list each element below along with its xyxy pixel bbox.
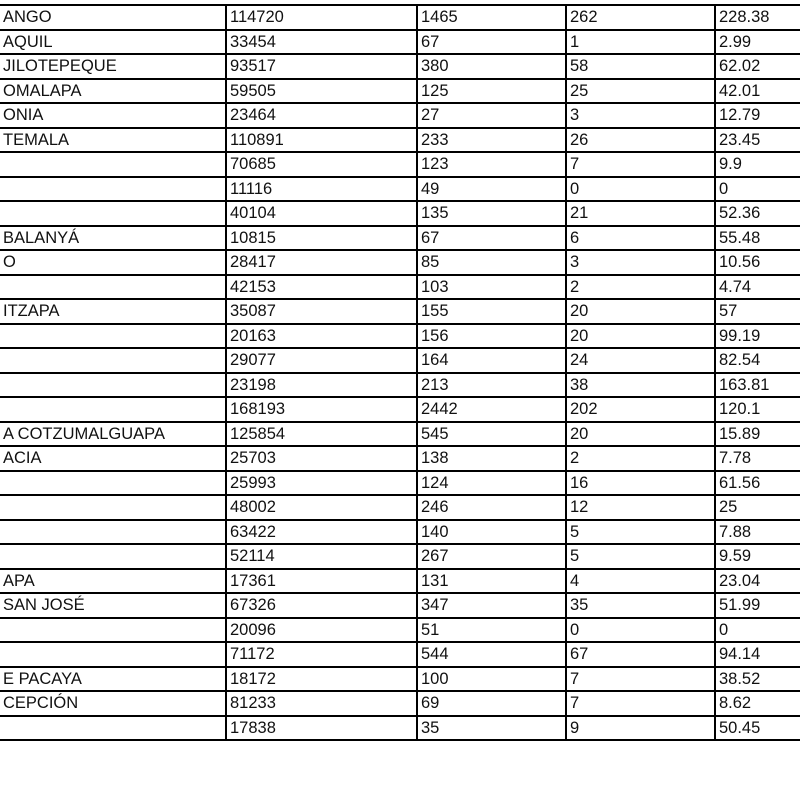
cell-cases: 49 bbox=[417, 177, 566, 202]
cell-rate: 12.79 bbox=[715, 103, 800, 128]
cell-name bbox=[0, 544, 226, 569]
cell-cases: 213 bbox=[417, 373, 566, 398]
table-row bbox=[0, 177, 800, 202]
cell-name: ITZAPA bbox=[0, 299, 226, 324]
cell-name bbox=[0, 373, 226, 398]
cell-cases: 138 bbox=[417, 446, 566, 471]
cell-name: ACIA bbox=[0, 446, 226, 471]
cell-cases: 123 bbox=[417, 152, 566, 177]
cell-deaths: 2 bbox=[566, 275, 715, 300]
cell-cases: 51 bbox=[417, 618, 566, 643]
cell-cases: 67 bbox=[417, 226, 566, 251]
table-row bbox=[0, 569, 800, 594]
cell-deaths: 3 bbox=[566, 250, 715, 275]
cell-rate: 23.45 bbox=[715, 128, 800, 153]
cell-rate: 7.88 bbox=[715, 520, 800, 545]
table-body bbox=[0, 5, 800, 740]
cell-population: 20096 bbox=[226, 618, 417, 643]
cell-population: 110891 bbox=[226, 128, 417, 153]
table-row bbox=[0, 54, 800, 79]
cell-deaths: 38 bbox=[566, 373, 715, 398]
table-row bbox=[0, 5, 800, 30]
cell-rate: 61.56 bbox=[715, 471, 800, 496]
cell-name bbox=[0, 275, 226, 300]
cell-cases: 140 bbox=[417, 520, 566, 545]
cell-rate: 50.45 bbox=[715, 716, 800, 741]
cell-rate: 15.89 bbox=[715, 422, 800, 447]
cell-name bbox=[0, 716, 226, 741]
cell-name bbox=[0, 152, 226, 177]
cell-name: O bbox=[0, 250, 226, 275]
cell-deaths: 262 bbox=[566, 5, 715, 30]
cell-name: SAN JOSÉ bbox=[0, 593, 226, 618]
cell-cases: 125 bbox=[417, 79, 566, 104]
table-row bbox=[0, 520, 800, 545]
cell-name bbox=[0, 201, 226, 226]
cell-rate: 9.9 bbox=[715, 152, 800, 177]
cell-name bbox=[0, 397, 226, 422]
cell-deaths: 58 bbox=[566, 54, 715, 79]
cell-rate: 42.01 bbox=[715, 79, 800, 104]
cell-cases: 124 bbox=[417, 471, 566, 496]
cell-name bbox=[0, 177, 226, 202]
cell-population: 20163 bbox=[226, 324, 417, 349]
cell-name: OMALAPA bbox=[0, 79, 226, 104]
cell-population: 10815 bbox=[226, 226, 417, 251]
table-row bbox=[0, 128, 800, 153]
cell-deaths: 20 bbox=[566, 299, 715, 324]
cell-rate: 82.54 bbox=[715, 348, 800, 373]
cell-name bbox=[0, 520, 226, 545]
cell-deaths: 5 bbox=[566, 520, 715, 545]
cell-name bbox=[0, 471, 226, 496]
cell-cases: 27 bbox=[417, 103, 566, 128]
cell-deaths: 12 bbox=[566, 495, 715, 520]
cell-name bbox=[0, 348, 226, 373]
cell-deaths: 35 bbox=[566, 593, 715, 618]
cell-rate: 0 bbox=[715, 618, 800, 643]
table-row bbox=[0, 30, 800, 55]
table-row bbox=[0, 618, 800, 643]
cell-deaths: 25 bbox=[566, 79, 715, 104]
cell-name bbox=[0, 495, 226, 520]
cell-deaths: 202 bbox=[566, 397, 715, 422]
cell-deaths: 20 bbox=[566, 422, 715, 447]
cell-population: 11116 bbox=[226, 177, 417, 202]
cell-name bbox=[0, 642, 226, 667]
cell-rate: 9.59 bbox=[715, 544, 800, 569]
cell-population: 18172 bbox=[226, 667, 417, 692]
cell-population: 52114 bbox=[226, 544, 417, 569]
cell-population: 33454 bbox=[226, 30, 417, 55]
cell-cases: 1465 bbox=[417, 5, 566, 30]
cell-cases: 85 bbox=[417, 250, 566, 275]
cell-deaths: 24 bbox=[566, 348, 715, 373]
cell-population: 28417 bbox=[226, 250, 417, 275]
cell-population: 40104 bbox=[226, 201, 417, 226]
table-row bbox=[0, 275, 800, 300]
cell-rate: 52.36 bbox=[715, 201, 800, 226]
cell-rate: 94.14 bbox=[715, 642, 800, 667]
cell-cases: 2442 bbox=[417, 397, 566, 422]
cell-cases: 544 bbox=[417, 642, 566, 667]
cell-name: JILOTEPEQUE bbox=[0, 54, 226, 79]
cell-rate: 228.38 bbox=[715, 5, 800, 30]
table-row bbox=[0, 348, 800, 373]
table-row bbox=[0, 103, 800, 128]
table-row bbox=[0, 250, 800, 275]
table-row bbox=[0, 544, 800, 569]
cell-name: AQUIL bbox=[0, 30, 226, 55]
cell-deaths: 3 bbox=[566, 103, 715, 128]
table-row bbox=[0, 79, 800, 104]
cell-deaths: 7 bbox=[566, 667, 715, 692]
cell-name: ONIA bbox=[0, 103, 226, 128]
cell-cases: 156 bbox=[417, 324, 566, 349]
cell-population: 81233 bbox=[226, 691, 417, 716]
cell-name: TEMALA bbox=[0, 128, 226, 153]
cell-rate: 4.74 bbox=[715, 275, 800, 300]
cell-cases: 233 bbox=[417, 128, 566, 153]
cell-deaths: 0 bbox=[566, 177, 715, 202]
table-row bbox=[0, 667, 800, 692]
cell-cases: 155 bbox=[417, 299, 566, 324]
cell-population: 25703 bbox=[226, 446, 417, 471]
cell-cases: 135 bbox=[417, 201, 566, 226]
cell-population: 48002 bbox=[226, 495, 417, 520]
cell-population: 168193 bbox=[226, 397, 417, 422]
cell-deaths: 26 bbox=[566, 128, 715, 153]
cell-name bbox=[0, 324, 226, 349]
cell-cases: 103 bbox=[417, 275, 566, 300]
cell-rate: 163.81 bbox=[715, 373, 800, 398]
table-row bbox=[0, 471, 800, 496]
cell-population: 71172 bbox=[226, 642, 417, 667]
cell-cases: 69 bbox=[417, 691, 566, 716]
cell-rate: 38.52 bbox=[715, 667, 800, 692]
cell-deaths: 5 bbox=[566, 544, 715, 569]
cell-cases: 347 bbox=[417, 593, 566, 618]
cell-deaths: 4 bbox=[566, 569, 715, 594]
cell-name: A COTZUMALGUAPA bbox=[0, 422, 226, 447]
cell-population: 42153 bbox=[226, 275, 417, 300]
cell-population: 17361 bbox=[226, 569, 417, 594]
cell-rate: 8.62 bbox=[715, 691, 800, 716]
cell-population: 23198 bbox=[226, 373, 417, 398]
cell-rate: 99.19 bbox=[715, 324, 800, 349]
cell-name: BALANYÁ bbox=[0, 226, 226, 251]
cell-population: 63422 bbox=[226, 520, 417, 545]
cell-name: ANGO bbox=[0, 5, 226, 30]
cell-deaths: 0 bbox=[566, 618, 715, 643]
cell-population: 67326 bbox=[226, 593, 417, 618]
cell-name: APA bbox=[0, 569, 226, 594]
cell-rate: 2.99 bbox=[715, 30, 800, 55]
cell-name bbox=[0, 618, 226, 643]
cell-deaths: 67 bbox=[566, 642, 715, 667]
cell-rate: 7.78 bbox=[715, 446, 800, 471]
table-row bbox=[0, 495, 800, 520]
cell-deaths: 2 bbox=[566, 446, 715, 471]
cell-cases: 67 bbox=[417, 30, 566, 55]
cell-deaths: 6 bbox=[566, 226, 715, 251]
cell-cases: 164 bbox=[417, 348, 566, 373]
cell-rate: 55.48 bbox=[715, 226, 800, 251]
cell-deaths: 21 bbox=[566, 201, 715, 226]
cell-population: 23464 bbox=[226, 103, 417, 128]
cell-rate: 25 bbox=[715, 495, 800, 520]
cell-name: E PACAYA bbox=[0, 667, 226, 692]
cell-deaths: 7 bbox=[566, 691, 715, 716]
table-row bbox=[0, 299, 800, 324]
cell-cases: 35 bbox=[417, 716, 566, 741]
cell-population: 25993 bbox=[226, 471, 417, 496]
table-row bbox=[0, 397, 800, 422]
table-row bbox=[0, 716, 800, 741]
table-row bbox=[0, 226, 800, 251]
cell-cases: 131 bbox=[417, 569, 566, 594]
table-row bbox=[0, 324, 800, 349]
cell-cases: 267 bbox=[417, 544, 566, 569]
cell-population: 125854 bbox=[226, 422, 417, 447]
cell-population: 70685 bbox=[226, 152, 417, 177]
table-row bbox=[0, 642, 800, 667]
cell-deaths: 16 bbox=[566, 471, 715, 496]
table-row bbox=[0, 691, 800, 716]
cell-rate: 62.02 bbox=[715, 54, 800, 79]
cell-population: 114720 bbox=[226, 5, 417, 30]
cell-rate: 120.1 bbox=[715, 397, 800, 422]
table-row bbox=[0, 422, 800, 447]
cell-deaths: 9 bbox=[566, 716, 715, 741]
table-row bbox=[0, 593, 800, 618]
cell-deaths: 7 bbox=[566, 152, 715, 177]
cell-population: 29077 bbox=[226, 348, 417, 373]
cell-rate: 0 bbox=[715, 177, 800, 202]
cell-cases: 246 bbox=[417, 495, 566, 520]
table-row bbox=[0, 152, 800, 177]
cell-rate: 57 bbox=[715, 299, 800, 324]
cell-rate: 10.56 bbox=[715, 250, 800, 275]
cell-cases: 100 bbox=[417, 667, 566, 692]
table-row bbox=[0, 373, 800, 398]
table-row bbox=[0, 201, 800, 226]
cell-rate: 23.04 bbox=[715, 569, 800, 594]
cell-cases: 545 bbox=[417, 422, 566, 447]
cell-population: 17838 bbox=[226, 716, 417, 741]
cell-population: 59505 bbox=[226, 79, 417, 104]
cell-rate: 51.99 bbox=[715, 593, 800, 618]
cell-deaths: 20 bbox=[566, 324, 715, 349]
cell-population: 93517 bbox=[226, 54, 417, 79]
cell-population: 35087 bbox=[226, 299, 417, 324]
table-row bbox=[0, 446, 800, 471]
cell-deaths: 1 bbox=[566, 30, 715, 55]
cell-name: CEPCIÓN bbox=[0, 691, 226, 716]
cell-cases: 380 bbox=[417, 54, 566, 79]
data-table bbox=[0, 4, 800, 741]
